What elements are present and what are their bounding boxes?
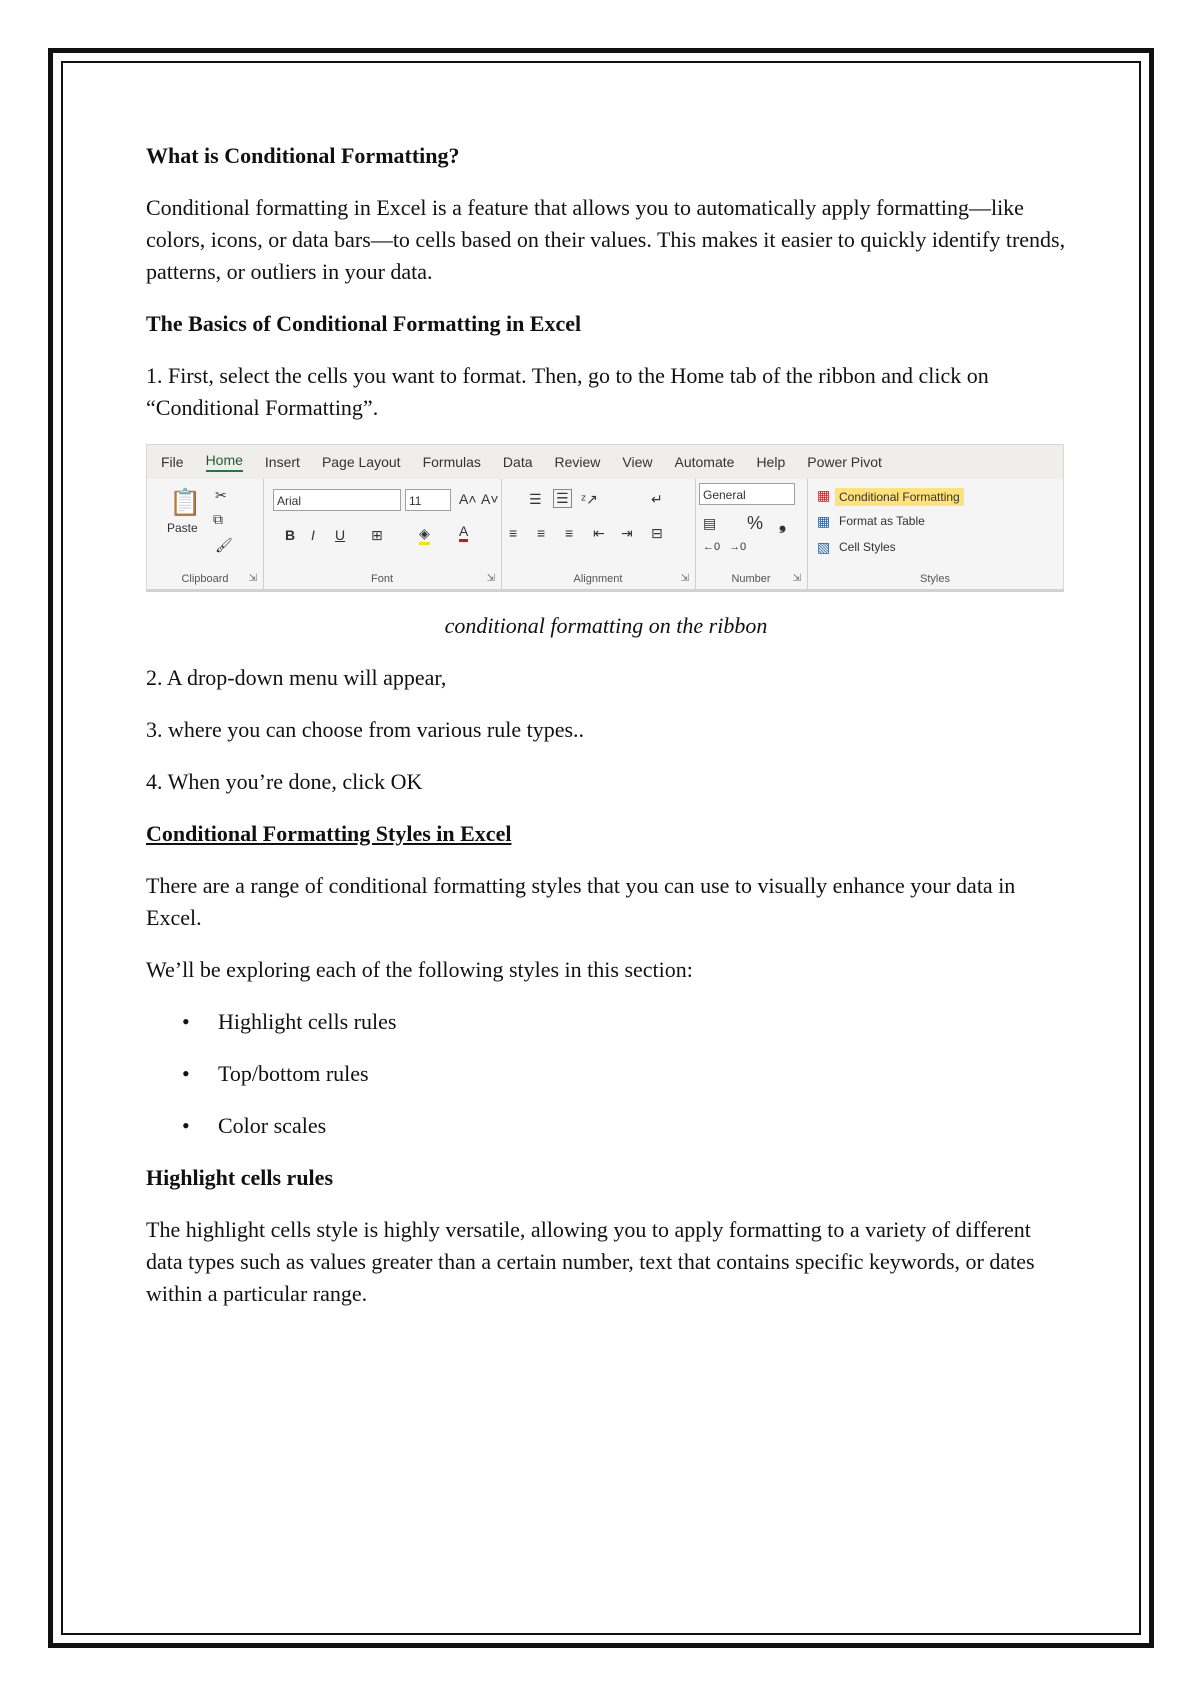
group-label-styles: Styles: [920, 573, 950, 585]
grow-font-icon: A˄: [459, 491, 477, 507]
heading-basics: The Basics of Conditional Formatting in Excel: [146, 311, 582, 336]
group-clipboard: [147, 479, 264, 589]
decrease-indent-icon: ⇤: [593, 525, 605, 541]
conditional-formatting-icon: ▦: [817, 487, 831, 503]
font-size-box: 11: [405, 489, 451, 511]
bold-icon: B: [285, 527, 296, 543]
styles-list: [146, 1006, 1066, 1142]
figure-caption: conditional formatting on the ribbon: [444, 613, 768, 638]
borders-icon: ⊞: [371, 527, 383, 543]
decrease-decimal-icon: →0: [729, 541, 747, 553]
group-number: [695, 479, 808, 589]
launcher-icon: ⇲: [792, 573, 801, 584]
heading-what-is: What is Conditional Formatting?: [146, 143, 460, 168]
tab-file: File: [161, 454, 184, 470]
tab-formulas: Formulas: [422, 454, 481, 470]
paste-label: Paste: [167, 521, 198, 535]
font-color-icon: A: [459, 523, 468, 542]
paragraph-highlight-cells: The highlight cells style is highly versatile, allowing you to apply formatting to a variety of different data types such as values greater than a certain number, text that contains specific keywords, or dates within a particular range.: [146, 1217, 1035, 1306]
step-3: 3. where you can choose from various rule types..: [146, 717, 585, 742]
group-font: [263, 479, 502, 589]
tab-help: Help: [756, 454, 786, 470]
heading-styles: Conditional Formatting Styles in Excel: [146, 821, 512, 846]
copy-icon: ⧉: [213, 511, 223, 527]
align-right-icon: ≡: [565, 525, 574, 541]
group-label-clipboard: Clipboard: [181, 573, 229, 585]
document-body: [146, 140, 1066, 1330]
launcher-icon: ⇲: [486, 573, 495, 584]
tab-data: Data: [502, 454, 533, 470]
step-2: 2. A drop-down menu will appear,: [146, 665, 447, 690]
tab-page-layout: Page Layout: [321, 454, 401, 470]
fill-color-icon: ◈: [419, 525, 430, 545]
wrap-text-icon: ↵: [651, 491, 663, 507]
tab-insert: Insert: [264, 454, 300, 470]
launcher-icon: ⇲: [248, 573, 257, 584]
ribbon-tabs: [147, 445, 1063, 479]
tab-home: Home: [206, 452, 243, 472]
top-align-icon: ☰: [529, 491, 542, 507]
cut-icon: ✂: [215, 487, 227, 503]
format-as-table-label: Format as Table: [839, 514, 925, 528]
increase-indent-icon: ⇥: [621, 525, 633, 541]
excel-ribbon-image: [146, 444, 1064, 592]
group-label-number: Number: [731, 573, 771, 585]
tab-view: View: [622, 454, 653, 470]
heading-highlight-cells: Highlight cells rules: [146, 1165, 333, 1190]
underline-icon: U: [335, 527, 346, 543]
step-1: 1. First, select the cells you want to format. Then, go to the Home tab of the ribbon and click on “Conditional Formatting”.: [146, 363, 989, 420]
increase-decimal-icon: ←0: [703, 541, 721, 553]
middle-align-icon: ☰: [553, 489, 572, 508]
align-center-icon: ≡: [537, 525, 546, 541]
tab-power-pivot: Power Pivot: [807, 454, 882, 470]
shrink-font-icon: A˅: [481, 491, 499, 507]
paragraph-intro: Conditional formatting in Excel is a feature that allows you to automatically apply formatting—like colors, icons, or data bars—to cells based on their values. This makes it easier to quickly identify trends, patterns, or outliers in your data.: [146, 195, 1066, 284]
accounting-format-icon: ▤: [703, 515, 717, 531]
group-styles: [807, 479, 1063, 589]
cell-styles-icon: ▧: [817, 539, 831, 555]
comma-style-icon: ❟: [779, 513, 787, 533]
orientation-icon: ᶻ↗: [581, 491, 598, 507]
list-item: • Color scales: [146, 1110, 1066, 1142]
font-name-box: Arial: [273, 489, 401, 511]
list-item: • Top/bottom rules: [146, 1058, 1066, 1090]
format-as-table-icon: ▦: [817, 513, 831, 529]
number-format-box: General: [699, 483, 795, 505]
group-label-alignment: Alignment: [573, 573, 623, 585]
format-painter-icon: 🖌: [215, 537, 233, 553]
group-alignment: [501, 479, 696, 589]
align-left-icon: ≡: [509, 525, 518, 541]
conditional-formatting-label: Conditional Formatting: [835, 488, 964, 506]
list-item: • Highlight cells rules: [146, 1006, 1066, 1038]
group-label-font: Font: [370, 573, 393, 585]
cell-styles-label: Cell Styles: [839, 540, 896, 554]
tab-automate: Automate: [674, 454, 735, 470]
percent-icon: %: [747, 513, 764, 533]
paragraph-exploring: We’ll be exploring each of the following styles in this section:: [146, 957, 693, 982]
paste-icon: 📋: [169, 487, 202, 517]
merge-center-icon: ⊟: [651, 525, 663, 541]
launcher-icon: ⇲: [680, 573, 689, 584]
step-4: 4. When you’re done, click OK: [146, 769, 423, 794]
italic-icon: I: [311, 527, 315, 543]
paragraph-styles-intro: There are a range of conditional formatting styles that you can use to visually enhance your data in Excel.: [146, 873, 1016, 930]
tab-review: Review: [554, 454, 601, 470]
